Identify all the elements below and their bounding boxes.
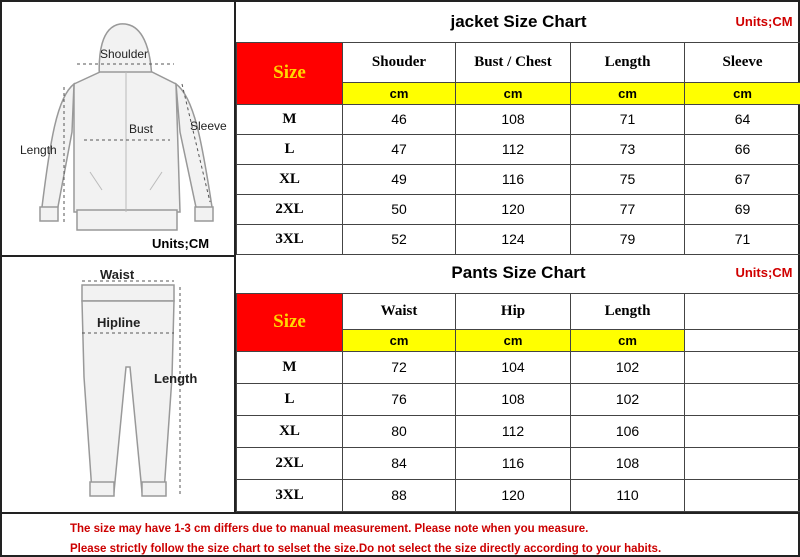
value-cell: 108: [456, 383, 571, 415]
jacket-units-badge: Units;CM: [735, 14, 793, 29]
pants-row: [237, 383, 800, 415]
size-cell: M: [237, 351, 343, 383]
jacket-units-label: Units;CM: [152, 236, 210, 251]
value-cell: 116: [456, 447, 571, 479]
jacket-unit-cell: cm: [343, 82, 456, 104]
value-cell: 46: [343, 104, 456, 134]
size-cell: M: [237, 104, 343, 134]
pants-title-cell: [237, 253, 800, 293]
value-cell: 52: [343, 224, 456, 254]
value-cell: 116: [456, 164, 571, 194]
pants-illustration-panel: [2, 257, 234, 510]
pants-row: [237, 479, 800, 511]
size-cell: XL: [237, 415, 343, 447]
value-cell: 66: [685, 134, 800, 164]
value-cell: [685, 383, 800, 415]
value-cell: 73: [571, 134, 685, 164]
pants-length-label: Length: [154, 371, 198, 386]
value-cell: 108: [571, 447, 685, 479]
pants-chart-title: Pants Size Chart: [451, 262, 586, 282]
pants-units-badge: Units;CM: [735, 265, 793, 280]
value-cell: 71: [685, 224, 800, 254]
pants-row: [237, 351, 800, 383]
jacket-col-header: Length: [571, 42, 685, 82]
value-cell: 120: [456, 479, 571, 511]
value-cell: 112: [456, 415, 571, 447]
jacket-chart-title: jacket Size Chart: [450, 11, 587, 31]
value-cell: [685, 351, 800, 383]
jacket-row: [237, 134, 800, 164]
jacket-unit-cell: cm: [571, 82, 685, 104]
value-cell: 71: [571, 104, 685, 134]
pants-size-header: Size: [237, 293, 343, 351]
size-cell: L: [237, 383, 343, 415]
pants-unit-cell: [685, 329, 800, 351]
footer-note-2: Please strictly follow the size chart to selset the size.Do not select the size directly according to your habits.: [70, 543, 662, 555]
value-cell: 120: [456, 194, 571, 224]
jacket-illustration-panel: [2, 2, 234, 257]
value-cell: 80: [343, 415, 456, 447]
jacket-row: [237, 194, 800, 224]
value-cell: 104: [456, 351, 571, 383]
jacket-size-header: Size: [237, 42, 343, 104]
pants-unit-cell: cm: [343, 329, 456, 351]
footer-notes: [2, 512, 798, 557]
hipline-label: Hipline: [97, 315, 141, 330]
value-cell: 108: [456, 104, 571, 134]
pants-unit-cell: cm: [456, 329, 571, 351]
value-cell: 79: [571, 224, 685, 254]
jacket-unit-cell: cm: [456, 82, 571, 104]
jacket-row: [237, 224, 800, 254]
value-cell: 50: [343, 194, 456, 224]
jacket-length-label: Length: [20, 143, 57, 157]
value-cell: 84: [343, 447, 456, 479]
value-cell: 106: [571, 415, 685, 447]
value-cell: [685, 447, 800, 479]
value-cell: 112: [456, 134, 571, 164]
pants-col-header: Length: [571, 293, 685, 329]
value-cell: 110: [571, 479, 685, 511]
pants-row: [237, 415, 800, 447]
pants-illustration: [2, 257, 234, 510]
value-cell: [685, 479, 800, 511]
jacket-col-header: Sleeve: [685, 42, 800, 82]
bust-label: Bust: [129, 122, 154, 136]
pants-col-header: [685, 293, 800, 329]
size-cell: 3XL: [237, 479, 343, 511]
value-cell: 64: [685, 104, 800, 134]
value-cell: 75: [571, 164, 685, 194]
waist-label: Waist: [100, 267, 135, 282]
value-cell: 69: [685, 194, 800, 224]
value-cell: 77: [571, 194, 685, 224]
jacket-title-cell: [237, 2, 800, 42]
size-cell: 3XL: [237, 224, 343, 254]
pants-unit-cell: cm: [571, 329, 685, 351]
jacket-col-header: Shouder: [343, 42, 456, 82]
value-cell: [685, 415, 800, 447]
value-cell: 124: [456, 224, 571, 254]
value-cell: 49: [343, 164, 456, 194]
shoulder-label: Shoulder: [100, 47, 149, 61]
value-cell: 76: [343, 383, 456, 415]
jacket-col-header: Bust / Chest: [456, 42, 571, 82]
jacket-size-table: [236, 2, 800, 255]
size-cell: 2XL: [237, 447, 343, 479]
value-cell: 102: [571, 351, 685, 383]
sleeve-label: Sleeve: [190, 119, 227, 133]
value-cell: 47: [343, 134, 456, 164]
value-cell: 102: [571, 383, 685, 415]
footer-note-1: The size may have 1-3 cm differs due to manual measurement. Please note when you measure.: [70, 523, 589, 535]
value-cell: 67: [685, 164, 800, 194]
illustration-column: [2, 2, 236, 512]
size-cell: XL: [237, 164, 343, 194]
value-cell: 88: [343, 479, 456, 511]
pants-size-table: [236, 253, 800, 512]
jacket-unit-cell: cm: [685, 82, 800, 104]
jacket-row: [237, 164, 800, 194]
size-cell: 2XL: [237, 194, 343, 224]
pants-row: [237, 447, 800, 479]
jacket-illustration: [2, 2, 234, 257]
jacket-row: [237, 104, 800, 134]
value-cell: 72: [343, 351, 456, 383]
pants-col-header: Waist: [343, 293, 456, 329]
pants-col-header: Hip: [456, 293, 571, 329]
size-cell: L: [237, 134, 343, 164]
